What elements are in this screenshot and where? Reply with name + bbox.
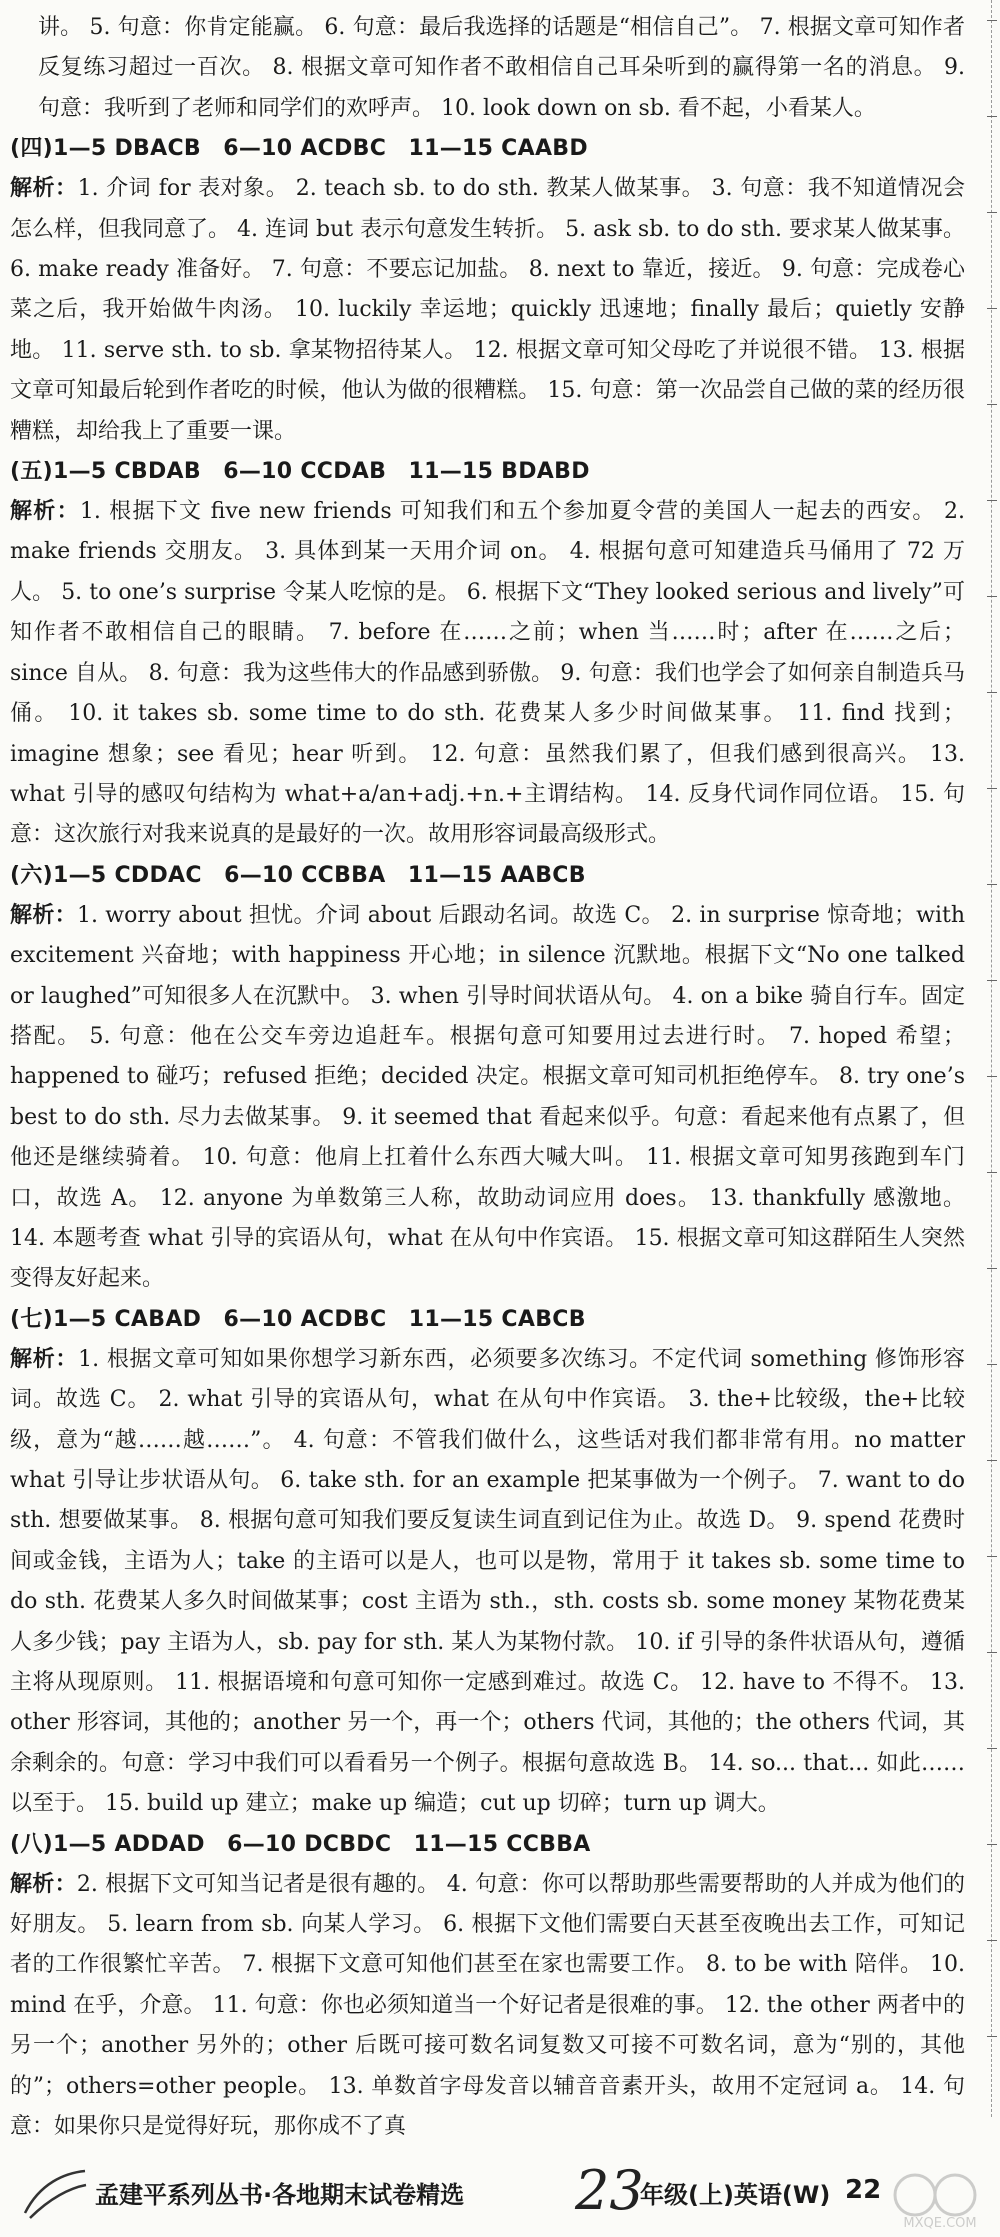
binding-tick xyxy=(987,1556,997,1557)
binding-tick xyxy=(987,404,997,405)
decorative-swirl-icon xyxy=(20,2163,90,2223)
binding-tick xyxy=(987,980,997,981)
section-5 xyxy=(10,452,965,856)
explanation-label: 解析： xyxy=(10,499,80,525)
book-series-title: 孟建平系列丛书·各地期末试卷精选 xyxy=(95,2181,465,2209)
continued-explanation: 讲。 5. 句意：你肯定能赢。 6. 句意：最后我选择的话题是“相信自己”。 7. 根据文章可知作者反复练习超过一百次。 8. 根据文章可知作者不敢相信自己耳朵听到的赢得第一名的消息。 9. 句意：我听到了老师和同学们的欢呼声。 10. look down on sb. 看不起，小看某人。 xyxy=(38,15,965,121)
section-answers: (五)1—5 CBDAB 6—10 CCDAB 11—15 BDABD xyxy=(10,459,590,485)
explanation-label: 解析： xyxy=(10,902,77,928)
explanation-text: 2. 根据下文可知当记者是很有趣的。 4. 句意：你可以帮助那些需要帮助的人并成为他们的好朋友。 5. learn from sb. 向某人学习。 6. 根据下文他们需要白天甚至夜晚出去工作，可知记者的工作很繁忙辛苦。 7. 根据下文意可知他们甚至在家也需要工作。 8. to be with 陪伴。 10. mind 在乎，介意。 11. 句意：你也必须知道当一个好记者是很难的事。 12. the other 两者中的另一个；another 另外的；other 后既可接可数名词复数又可接不可数名词，意为“别的，其他的”；others=other people。 13. 单数首字母发音以辅音音素开头，故用不定冠词 a。 14. 句意：如果你只是觉得好玩，那你成不了真 xyxy=(10,1871,965,2140)
answer-key-body xyxy=(10,8,965,2148)
section-8 xyxy=(10,1825,965,2148)
explanation-label: 解析： xyxy=(10,1346,79,1372)
section-explanation xyxy=(10,1865,965,2148)
section-7 xyxy=(10,1300,965,1825)
explanation-label: 解析： xyxy=(10,1871,77,1897)
binding-tick xyxy=(987,1364,997,1365)
binding-tick xyxy=(987,308,997,309)
binding-tick xyxy=(987,2036,997,2037)
binding-tick xyxy=(987,1268,997,1269)
binding-tick xyxy=(987,788,997,789)
binding-tick xyxy=(987,116,997,117)
binding-tick xyxy=(987,1652,997,1653)
binding-dashed-line xyxy=(991,0,992,2117)
page-number: 22 xyxy=(845,2175,882,2205)
section-answers: (四)1—5 DBACB 6—10 ACDBC 11—15 CAABD xyxy=(10,136,588,162)
binding-tick xyxy=(987,20,997,21)
explanation-text: 1. worry about 担忧。介词 about 后跟动名词。故选 C。 2. in surprise 惊奇地；with excitement 兴奋地；with happiness 开心地；in silence 沉默地。根据下文“No one talked or laughed”可知很多人在沉默中。 3. when 引导时间状语从句。 4. on a bike 骑自行车。固定搭配。 5. 句意：他在公交车旁边追赶车。根据句意可知要用过去进行时。 7. hoped 希望；happened to 碰巧；refused 拒绝；decided 决定。根据文章可知司机拒绝停车。 8. try one’s best to do sth. 尽力去做某事。 9. it seemed that 看起来似乎。句意：看起来他有点累了，但他还是继续骑着。 10. 句意：他肩上扛着什么东西大喊大叫。 11. 根据文章可知男孩跑到车门口，故选 A。 12. anyone 为单数第三人称，故助动词应用 does。 13. thankfully 感激地。 14. 本题考查 what 引导的宾语从句，what 在从句中作宾语。 15. 根据文章可知这群陌生人突然变得友好起来。 xyxy=(10,902,965,1292)
section-answers: (八)1—5 ADDAD 6—10 DCBDC 11—15 CCBBA xyxy=(10,1831,591,1857)
binding-tick xyxy=(987,1460,997,1461)
binding-tick xyxy=(987,596,997,597)
section-6 xyxy=(10,856,965,1300)
explanation-label: 解析： xyxy=(10,176,78,202)
grade-subject: 年级(上)英语(W) xyxy=(640,2181,831,2209)
section-explanation xyxy=(10,896,965,1300)
watermark-logo-icon xyxy=(885,2169,995,2231)
section-answers: (六)1—5 CDDAC 6—10 CCBBA 11—15 AABCB xyxy=(10,862,586,888)
binding-tick xyxy=(987,1076,997,1077)
explanation-text: 1. 根据文章可知如果你想学习新东西，必须要多次练习。不定代词 something 修饰形容词。故选 C。 2. what 引导的宾语从句，what 在从句中作宾语。 3. the+比较级，the+比较级，意为“越……越……”。 4. 句意：不管我们做什么，这些话对我们都非常有用。no matter what 引导让步状语从句。 6. take sth. for an example 把某事做为一个例子。 7. want to do sth. 想要做某事。 8. 根据句意可知我们要反复读生词直到记住为止。故选 D。 9. spend 花费时间或金钱，主语为人；take 的主语可以是人，也可以是物，常用于 it takes sb. some time to do sth. 花费某人多久时间做某事；cost 主语为 sth.，sth. costs sb. some money 某物花费某人多少钱；pay 主语为人，sb. pay for sth. 某人为某物付款。 10. if 引导的条件状语从句，遵循主将从现原则。 11. 根据语境和句意可知你一定感到难过。故选 C。 12. have to 不得不。 13. other 形容词，其他的；another 另一个，再一个；others 代词，其他的；the others 代词，其余剩余的。句意：学习中我们可以看看另一个例子。根据句意故选 B。 14. so... that... 如此……以至于。 15. build up 建立；make up 编造；cut up 切碎；turn up 调大。 xyxy=(10,1346,965,1817)
section-explanation xyxy=(10,492,965,856)
binding-tick xyxy=(987,1172,997,1173)
page-footer xyxy=(0,2155,1000,2237)
binding-tick xyxy=(987,692,997,693)
binding-tick xyxy=(987,212,997,213)
binding-tick xyxy=(987,1748,997,1749)
binding-tick xyxy=(987,1940,997,1941)
section-explanation xyxy=(10,1340,965,1825)
section-explanation xyxy=(10,169,965,452)
section-answers: (七)1—5 CABAD 6—10 ACDBC 11—15 CABCB xyxy=(10,1306,586,1332)
binding-tick xyxy=(987,1844,997,1845)
handwritten-number: 23 xyxy=(575,2159,644,2222)
watermark-text: MXQE.COM xyxy=(903,2216,977,2231)
section-4 xyxy=(10,129,965,452)
explanation-text: 1. 根据下文 five new friends 可知我们和五个参加夏令营的美国人一起去的西安。 2. make friends 交朋友。 3. 具体到某一天用介词 on。 4. 根据句意可知建造兵马俑用了 72 万人。 5. to one’s surprise 令某人吃惊的是。 6. 根据下文“They looked serious and lively”可知作者不敢相信自己的眼睛。 7. before 在……之前；when 当……时；after 在……之后；since 自从。 8. 句意：我为这些伟大的作品感到骄傲。 9. 句意：我们也学会了如何亲自制造兵马俑。 10. it takes sb. some time to do sth. 花费某人多少时间做某事。 11. find 找到；imagine 想象；see 看见；hear 听到。 12. 句意：虽然我们累了，但我们感到很高兴。 13. what 引导的感叹句结构为 what+a/an+adj.+n.+主谓结构。 14. 反身代词作同位语。 15. 句意：这次旅行对我来说真的是最好的一次。故用形容词最高级形式。 xyxy=(10,499,965,848)
binding-tick xyxy=(987,500,997,501)
binding-tick xyxy=(987,884,997,885)
explanation-text: 1. 介词 for 表对象。 2. teach sb. to do sth. 教某人做某事。 3. 句意：我不知道情况会怎么样，但我同意了。 4. 连词 but 表示句意发生转折。 5. ask sb. to do sth. 要求某人做某事。 6. make ready 准备好。 7. 句意：不要忘记加盐。 8. next to 靠近，接近。 9. 句意：完成卷心菜之后，我开始做牛肉汤。 10. luckily 幸运地；quickly 迅速地；finally 最后；quietly 安静地。 11. serve sth. to sb. 拿某物招待某人。 12. 根据文章可知父母吃了并说很不错。 13. 根据文章可知最后轮到作者吃的时候，他认为做的很糟糕。 15. 句意：第一次品尝自己做的菜的经历很糟糕，却给我上了重要一课。 xyxy=(10,176,965,444)
